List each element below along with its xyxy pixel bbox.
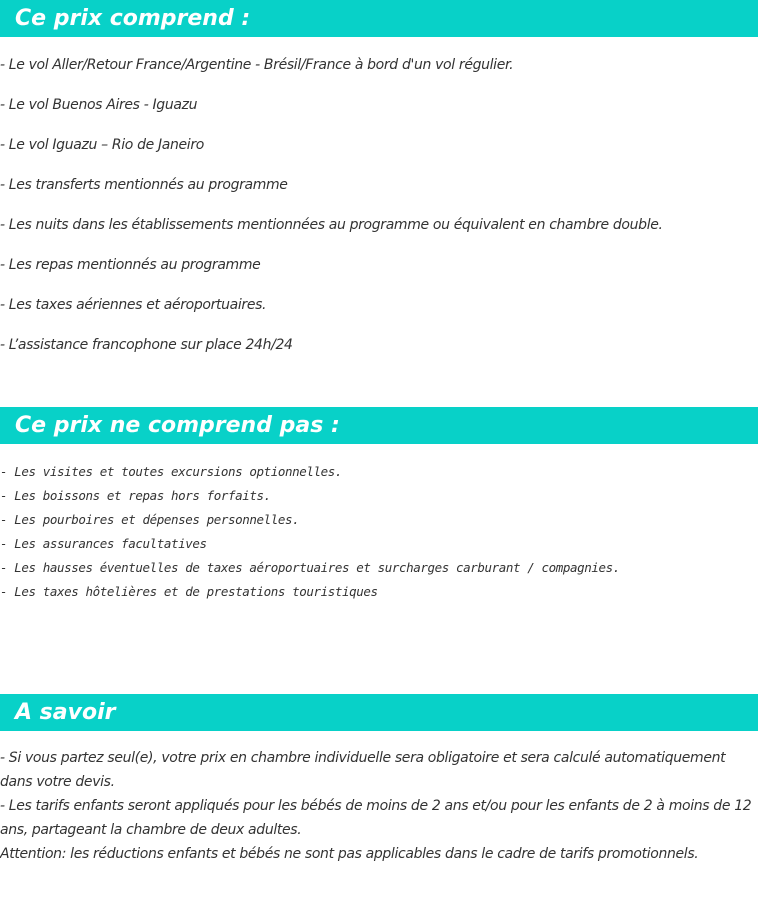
list-item: - Les transferts mentionnés au programme — [0, 177, 288, 193]
section-header-includes: Ce prix comprend : — [0, 0, 758, 37]
list-item: - Le vol Buenos Aires - Iguazu — [0, 97, 198, 113]
list-item: - Les taxes hôtelières et de prestations touristiques — [0, 584, 378, 599]
excludes-list — [0, 460, 758, 604]
savoir-paragraph: Attention: les réductions enfants et bébés ne sont pas applicables dans le cadre de tarifs promotionnels. — [0, 846, 699, 862]
includes-list — [0, 55, 758, 375]
list-item: - Les visites et toutes excursions optionnelles. — [0, 464, 343, 479]
list-item: - Le vol Aller/Retour France/Argentine - Brésil/France à bord d'un vol régulier. — [0, 57, 514, 73]
list-item: - Les boissons et repas hors forfaits. — [0, 488, 271, 503]
savoir-paragraph: - Les tarifs enfants seront appliqués pour les bébés de moins de 2 ans et/ou pour les enfants de 2 à moins de 12 ans, partageant la chambre de deux adultes. — [0, 798, 752, 838]
list-item: - Les assurances facultatives — [0, 536, 207, 551]
list-item: - Les hausses éventuelles de taxes aéroportuaires et surcharges carburant / compagnies. — [0, 560, 620, 575]
section-header-excludes: Ce prix ne comprend pas : — [0, 407, 758, 444]
section-header-savoir: A savoir — [0, 694, 758, 731]
savoir-paragraph: - Si vous partez seul(e), votre prix en chambre individuelle sera obligatoire et sera calculé automatiquement dans votre devis. — [0, 750, 726, 790]
list-item: - Le vol Iguazu – Rio de Janeiro — [0, 137, 204, 153]
list-item: - L’assistance francophone sur place 24h/24 — [0, 337, 293, 353]
list-item: - Les pourboires et dépenses personnelles. — [0, 512, 300, 527]
savoir-text — [0, 746, 758, 866]
list-item: - Les taxes aériennes et aéroportuaires. — [0, 297, 267, 313]
list-item: - Les nuits dans les établissements mentionnées au programme ou équivalent en chambre double. — [0, 217, 663, 233]
list-item: - Les repas mentionnés au programme — [0, 257, 261, 273]
